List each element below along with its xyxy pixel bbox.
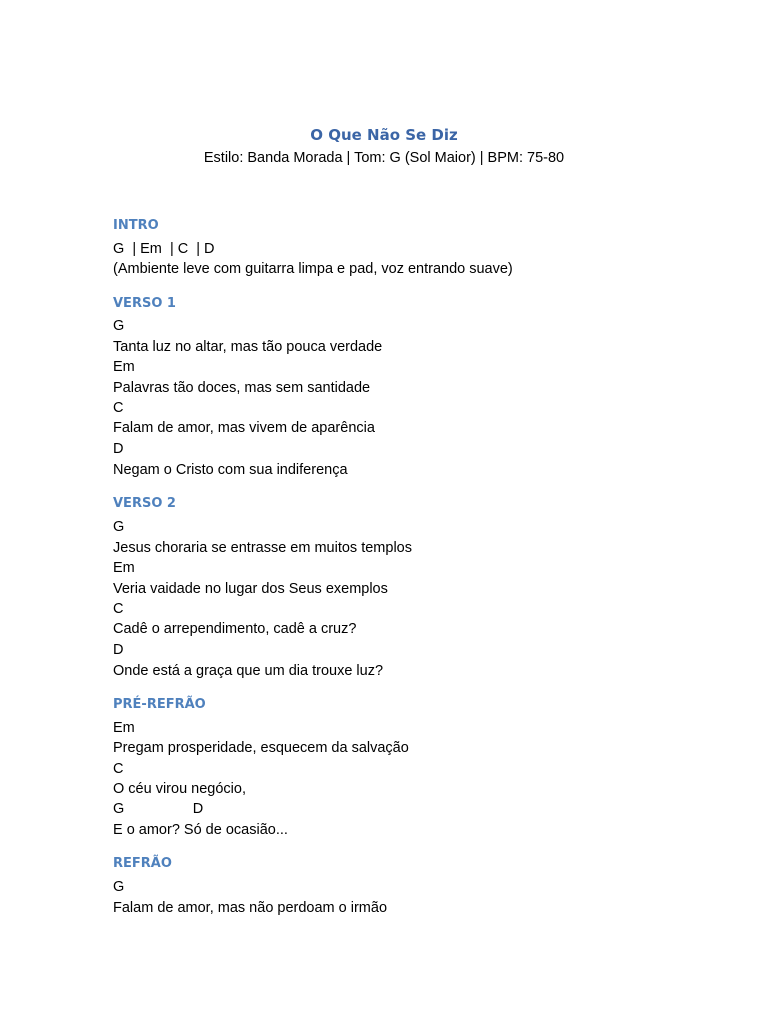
chord-line: C [113,601,124,617]
chord-line: C [113,400,124,416]
chord-line: D [113,441,124,457]
lyric-line: Cadê o arrependimento, cadê a cruz? [113,621,357,637]
section-heading-pre-refrao: PRÉ-REFRÃO [113,697,206,712]
lyric-line: Tanta luz no altar, mas tão pouca verdade [113,339,383,355]
chord-line: G | Em | C | D [113,241,215,257]
lyric-line: O céu virou negócio, [113,781,246,797]
chord-line: G [113,879,125,895]
chord-line: G D [113,801,204,817]
chord-line: G [113,318,125,334]
lyric-line: Pregam prosperidade, esquecem da salvação [113,740,409,756]
chord-line: Em [113,359,135,375]
lyric-line: Jesus choraria se entrasse em muitos templos [113,540,412,556]
chord-line: Em [113,560,135,576]
song-info: Estilo: Banda Morada | Tom: G (Sol Maior) | BPM: 75-80 [203,150,565,166]
lyric-line: Palavras tão doces, mas sem santidade [113,380,371,396]
section-heading-intro: INTRO [113,218,159,233]
lyric-line: (Ambiente leve com guitarra limpa e pad, voz entrando suave) [113,261,513,277]
section-heading-verso-2: VERSO 2 [113,496,176,511]
lyric-line: Onde está a graça que um dia trouxe luz? [113,663,384,679]
lyric-line: Falam de amor, mas não perdoam o irmão [113,900,388,916]
song-title: O Que Não Se Diz [310,126,458,144]
section-heading-refrao: REFRÃO [113,856,172,871]
chord-line: C [113,761,124,777]
lyric-line: Negam o Cristo com sua indiferença [113,462,348,478]
section-heading-verso-1: VERSO 1 [113,296,176,311]
chord-line: G [113,519,125,535]
lyric-line: Falam de amor, mas vivem de aparência [113,420,375,436]
lyric-line: Veria vaidade no lugar dos Seus exemplos [113,581,388,597]
chord-line: D [113,642,124,658]
lyric-line: E o amor? Só de ocasião... [113,822,288,838]
chord-line: Em [113,720,135,736]
